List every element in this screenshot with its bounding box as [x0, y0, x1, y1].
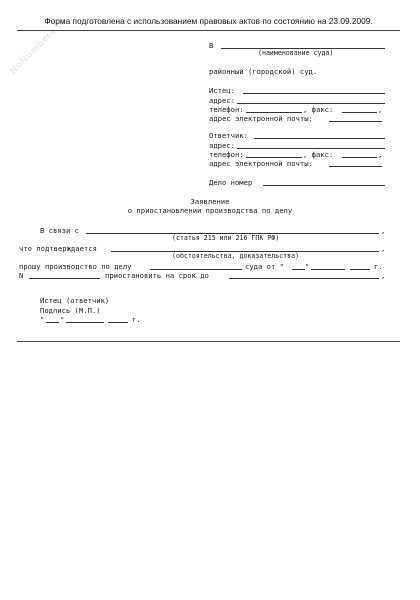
- plaintiff-email-line: [329, 121, 382, 122]
- body-line4-number-line: [29, 278, 100, 279]
- defendant-address-line: [237, 148, 385, 149]
- signature-month-line: [66, 322, 104, 323]
- body-hint-article: (статья 215 или 216 ГПК РФ): [172, 234, 280, 242]
- body-line3-year-suffix: г.: [374, 262, 383, 271]
- defendant-email-line: [329, 166, 382, 167]
- court-name-hint: (наименование суда): [258, 49, 334, 57]
- signature-sign: Подпись (М.П.): [40, 306, 101, 315]
- plaintiff-phone-label: телефон:: [209, 105, 244, 114]
- addressee-to: В: [209, 41, 214, 50]
- court-type: районный (городской) суд.: [209, 67, 318, 76]
- body-line3-label: прошу производство по делу: [19, 262, 132, 271]
- body-line3-day-line: [292, 269, 305, 270]
- body-line3-case-line: [150, 269, 242, 270]
- signature-year-line: [108, 322, 128, 323]
- plaintiff-address-label: адрес:: [209, 96, 235, 105]
- document-subtitle: о приостановлении производства по делу: [127, 206, 293, 215]
- case-number-label: Дело номер: [209, 178, 253, 187]
- plaintiff-email-label: адрес электронной почты:: [209, 114, 313, 123]
- signature-date-open: ": [40, 315, 45, 324]
- plaintiff-fax-comma: ,: [378, 105, 383, 114]
- body-line4-number-label: N: [19, 271, 24, 280]
- body-line2-label: что подтверждается: [19, 244, 97, 253]
- signature-day-line: [46, 322, 59, 323]
- body-line3-year-line: [350, 269, 370, 270]
- body-line2-comma: ,: [381, 244, 386, 253]
- plaintiff-fax-line: [342, 112, 377, 113]
- defendant-fax-comma: ,: [378, 150, 383, 159]
- document-title: Заявление: [190, 197, 230, 206]
- bottom-rule: [17, 341, 400, 342]
- body-line3-quote: ": [305, 262, 310, 271]
- plaintiff-name-line: [243, 93, 385, 94]
- plaintiff-phone-line: [246, 112, 302, 113]
- case-number-line: [263, 185, 385, 186]
- body-line4-suspend: приостановить на срок до: [105, 271, 209, 280]
- watermark: NoNumbers.ru: [7, 15, 69, 77]
- defendant-email-label: адрес электронной почты:: [209, 159, 313, 168]
- defendant-phone-line: [246, 157, 302, 158]
- plaintiff-fax-label: , факс:: [303, 105, 334, 114]
- defendant-fax-label: , факс:: [303, 150, 334, 159]
- plaintiff-label: Истец:: [209, 86, 235, 95]
- body-line4-term-line: [229, 278, 379, 279]
- body-line1-label: В связи с: [40, 226, 79, 235]
- signature-role: Истец (ответчик): [40, 296, 110, 305]
- defendant-label: Ответчик:: [209, 131, 248, 140]
- plaintiff-address-line: [237, 103, 385, 104]
- body-line3-court-date: суда от ": [245, 262, 284, 271]
- body-line3-month-line: [311, 269, 345, 270]
- body-line1-comma: ,: [381, 226, 386, 235]
- defendant-fax-line: [342, 157, 377, 158]
- signature-year-suffix: г.: [132, 315, 141, 324]
- body-hint-circumstances: (обстоятельства, доказательства): [172, 252, 300, 260]
- defendant-phone-label: телефон:: [209, 150, 244, 159]
- header-note: Форма подготовлена с использованием правовых актов по состоянию на 23.09.2009.: [44, 16, 373, 26]
- defendant-name-line: [254, 138, 385, 139]
- defendant-address-label: адрес:: [209, 141, 235, 150]
- form-header-bar: [17, 16, 400, 31]
- signature-date-close: ": [60, 315, 65, 324]
- body-line4-comma: ,: [381, 271, 386, 280]
